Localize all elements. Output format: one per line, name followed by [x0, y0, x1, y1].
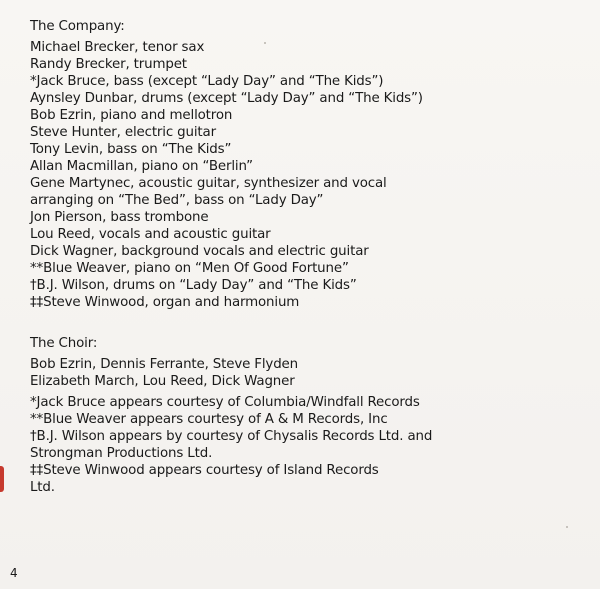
paper-speck: [566, 526, 568, 528]
courtesy-note: *Jack Bruce appears courtesy of Columbia/Windfall Records: [30, 395, 420, 410]
company-title: The Company:: [30, 19, 125, 34]
choir-members: Bob Ezrin, Dennis Ferrante, Steve Flyden: [30, 357, 298, 372]
page-edge-mark: [0, 466, 4, 492]
courtesy-note: †B.J. Wilson appears by courtesy of Chysalis Records Ltd. and Strongman Productions Ltd.: [30, 429, 433, 461]
company-member: *Jack Bruce, bass (except “Lady Day” and “The Kids”): [30, 74, 384, 89]
company-member: Michael Brecker, tenor sax: [30, 40, 205, 55]
choir-title: The Choir:: [30, 336, 98, 351]
credits-content: [30, 12, 590, 496]
company-member: Tony Levin, bass on “The Kids”: [30, 142, 232, 157]
company-list: [30, 39, 590, 311]
company-member: Aynsley Dunbar, drums (except “Lady Day” and “The Kids”): [30, 91, 423, 106]
company-member: ‡‡Steve Winwood, organ and harmonium: [30, 295, 300, 310]
company-member: Steve Hunter, electric guitar: [30, 125, 216, 140]
company-member: **Blue Weaver, piano on “Men Of Good Fortune”: [30, 261, 349, 276]
courtesy-note: ‡‡Steve Winwood appears courtesy of Island Records Ltd.: [30, 463, 379, 495]
choir-members: Elizabeth March, Lou Reed, Dick Wagner: [30, 374, 295, 389]
company-member: Lou Reed, vocals and acoustic guitar: [30, 227, 271, 242]
courtesy-note: **Blue Weaver appears courtesy of A & M Records, Inc: [30, 412, 388, 427]
company-member: Bob Ezrin, piano and mellotron: [30, 108, 233, 123]
company-member: Randy Brecker, trumpet: [30, 57, 187, 72]
page-number: 4: [10, 566, 18, 580]
choir-list: [30, 356, 590, 390]
company-member: Gene Martynec, acoustic guitar, synthesizer and vocal arranging on “The Bed”, bass on “Lady Day”: [30, 176, 387, 208]
company-member: Allan Macmillan, piano on “Berlin”: [30, 159, 253, 174]
company-member: Jon Pierson, bass trombone: [30, 210, 209, 225]
company-member: †B.J. Wilson, drums on “Lady Day” and “The Kids”: [30, 278, 357, 293]
courtesy-notes: [30, 394, 590, 496]
company-member: Dick Wagner, background vocals and electric guitar: [30, 244, 369, 259]
